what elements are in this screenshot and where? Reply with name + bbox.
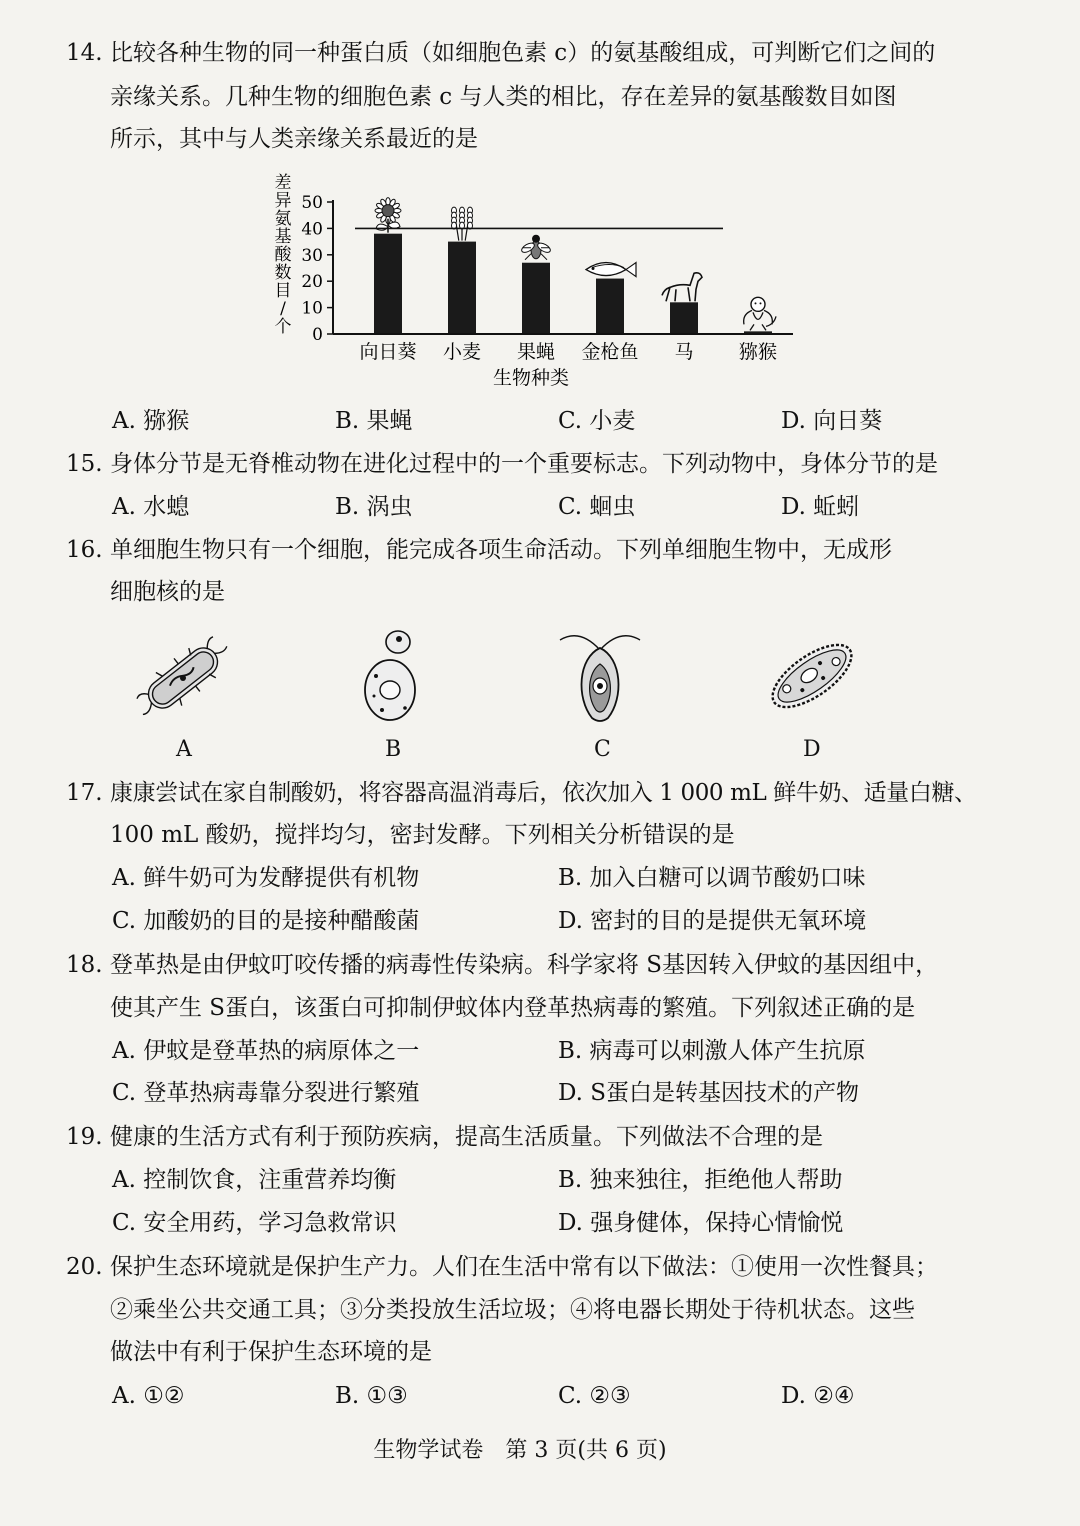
y-tick-label: 30: [301, 245, 323, 266]
category-label: 向日葵: [359, 341, 417, 363]
svg-text:异: 异: [274, 191, 292, 211]
question-number: 16.: [66, 537, 103, 563]
question-number: 20.: [66, 1254, 103, 1280]
svg-text:差: 差: [274, 173, 292, 193]
question-text: 单细胞生物只有一个细胞，能完成各项生命活动。下列单细胞生物中，无成形: [110, 537, 892, 563]
category-label: 猕猴: [738, 341, 778, 363]
option-d[interactable]: D. 强身健体，保持心情愉悦: [558, 1210, 844, 1236]
option-c[interactable]: C. ②③: [558, 1383, 631, 1409]
svg-text:/: /: [280, 299, 286, 319]
bar-1: [374, 234, 402, 334]
option-b[interactable]: B. 独来独往，拒绝他人帮助: [558, 1167, 843, 1193]
option-a[interactable]: A. 鲜牛奶可为发酵提供有机物: [112, 865, 420, 891]
option-a[interactable]: A. 控制饮食，注重营养均衡: [112, 1167, 397, 1193]
option-b[interactable]: B. 加入白糖可以调节酸奶口味: [558, 865, 866, 891]
fruit-fly-icon: [520, 235, 552, 260]
question-number: 15.: [66, 451, 103, 477]
option-a[interactable]: A. ①②: [112, 1383, 185, 1409]
question-text: 细胞核的是: [110, 579, 225, 605]
question-text: 使其产生 S蛋白，该蛋白可抑制伊蚊体内登革热病毒的繁殖。下列叙述正确的是: [110, 995, 916, 1021]
yeast-icon[interactable]: [352, 626, 432, 726]
x-axis-title: 生物种类: [492, 367, 570, 389]
bar-4: [596, 279, 624, 334]
amino-acid-bar-chart: [265, 172, 805, 394]
bacterium-icon[interactable]: [128, 630, 238, 725]
option-d[interactable]: D. 向日葵: [781, 408, 883, 434]
wheat-icon: [452, 207, 473, 241]
tuna-icon: [586, 263, 636, 277]
question-number: 18.: [66, 952, 103, 978]
y-tick-label: 50: [301, 193, 323, 213]
cell-label-c: C: [594, 737, 611, 762]
svg-text:个: 个: [274, 317, 292, 337]
question-number: 17.: [66, 780, 103, 806]
y-axis-title: [275, 173, 293, 337]
svg-text:目: 目: [274, 281, 292, 301]
option-d[interactable]: D. 密封的目的是提供无氧环境: [558, 908, 867, 934]
question-text: 100 mL 酸奶，搅拌均匀，密封发酵。下列相关分析错误的是: [110, 822, 735, 848]
svg-text:酸: 酸: [274, 245, 292, 265]
macaque-icon: [744, 297, 776, 330]
option-c[interactable]: C. 登革热病毒靠分裂进行繁殖: [112, 1080, 420, 1106]
y-tick-label: 0: [312, 325, 323, 345]
bar-3: [522, 263, 550, 334]
option-d[interactable]: D. ②④: [781, 1383, 855, 1409]
sunflower-icon: [375, 198, 401, 233]
question-text: 健康的生活方式有利于预防疾病，提高生活质量。下列做法不合理的是: [110, 1124, 823, 1150]
y-tick-label: 10: [301, 298, 323, 319]
bar-2: [448, 242, 476, 334]
question-number: 14.: [66, 40, 103, 66]
horse-icon: [662, 273, 702, 302]
question-text: 康康尝试在家自制酸奶，将容器高温消毒后，依次加入 1 000 mL 鲜牛奶、适量白糖、: [110, 780, 977, 806]
option-b[interactable]: B. 果蝇: [335, 408, 413, 434]
option-d[interactable]: D. 蚯蚓: [781, 494, 860, 520]
question-text: 身体分节是无脊椎动物在进化过程中的一个重要标志。下列动物中，身体分节的是: [110, 451, 938, 477]
cell-label-a: A: [176, 737, 192, 762]
option-c[interactable]: C. 安全用药，学习急救常识: [112, 1210, 397, 1236]
question-number: 19.: [66, 1124, 103, 1150]
option-a[interactable]: A. 猕猴: [112, 408, 190, 434]
option-a[interactable]: A. 水螅: [112, 494, 190, 520]
option-b[interactable]: B. 涡虫: [335, 494, 413, 520]
category-label: 果蝇: [516, 341, 556, 363]
cell-label-b: B: [385, 737, 402, 762]
question-text: 登革热是由伊蚊叮咬传播的病毒性传染病。科学家将 S基因转入伊蚊的基因组中，: [110, 952, 939, 978]
svg-text:基: 基: [274, 227, 292, 247]
y-tick-label: 40: [301, 219, 323, 240]
paramecium-icon[interactable]: [760, 626, 865, 726]
option-c[interactable]: C. 蛔虫: [558, 494, 636, 520]
category-label: 金枪鱼: [581, 341, 639, 363]
option-c[interactable]: C. 加酸奶的目的是接种醋酸菌: [112, 908, 420, 934]
option-b[interactable]: B. ①③: [335, 1383, 408, 1409]
question-text: 保护生态环境就是保护生产力。人们在生活中常有以下做法：①使用一次性餐具；: [110, 1254, 938, 1280]
bar-5: [670, 302, 698, 334]
page-footer: 生物学试卷 第 3 页(共 6 页): [373, 1438, 667, 1463]
chlamydomonas-icon[interactable]: [550, 628, 650, 728]
question-text: 做法中有利于保护生态环境的是: [110, 1339, 432, 1365]
svg-text:数: 数: [274, 263, 292, 283]
question-text: 亲缘关系。几种生物的细胞色素 c 与人类的相比，存在差异的氨基酸数目如图: [110, 84, 897, 110]
option-d[interactable]: D. S蛋白是转基因技术的产物: [558, 1080, 859, 1106]
category-label: 小麦: [442, 341, 482, 363]
option-c[interactable]: C. 小麦: [558, 408, 636, 434]
question-text: ②乘坐公共交通工具；③分类投放生活垃圾；④将电器长期处于待机状态。这些: [110, 1297, 915, 1323]
svg-text:氨: 氨: [274, 209, 292, 229]
y-tick-label: 20: [301, 272, 323, 293]
question-text: 所示，其中与人类亲缘关系最近的是: [110, 126, 478, 152]
option-b[interactable]: B. 病毒可以刺激人体产生抗原: [558, 1038, 866, 1064]
option-a[interactable]: A. 伊蚊是登革热的病原体之一: [112, 1038, 420, 1064]
question-text: 比较各种生物的同一种蛋白质（如细胞色素 c）的氨基酸组成，可判断它们之间的: [110, 40, 936, 66]
category-label: 马: [674, 341, 694, 363]
cell-label-d: D: [803, 737, 821, 762]
